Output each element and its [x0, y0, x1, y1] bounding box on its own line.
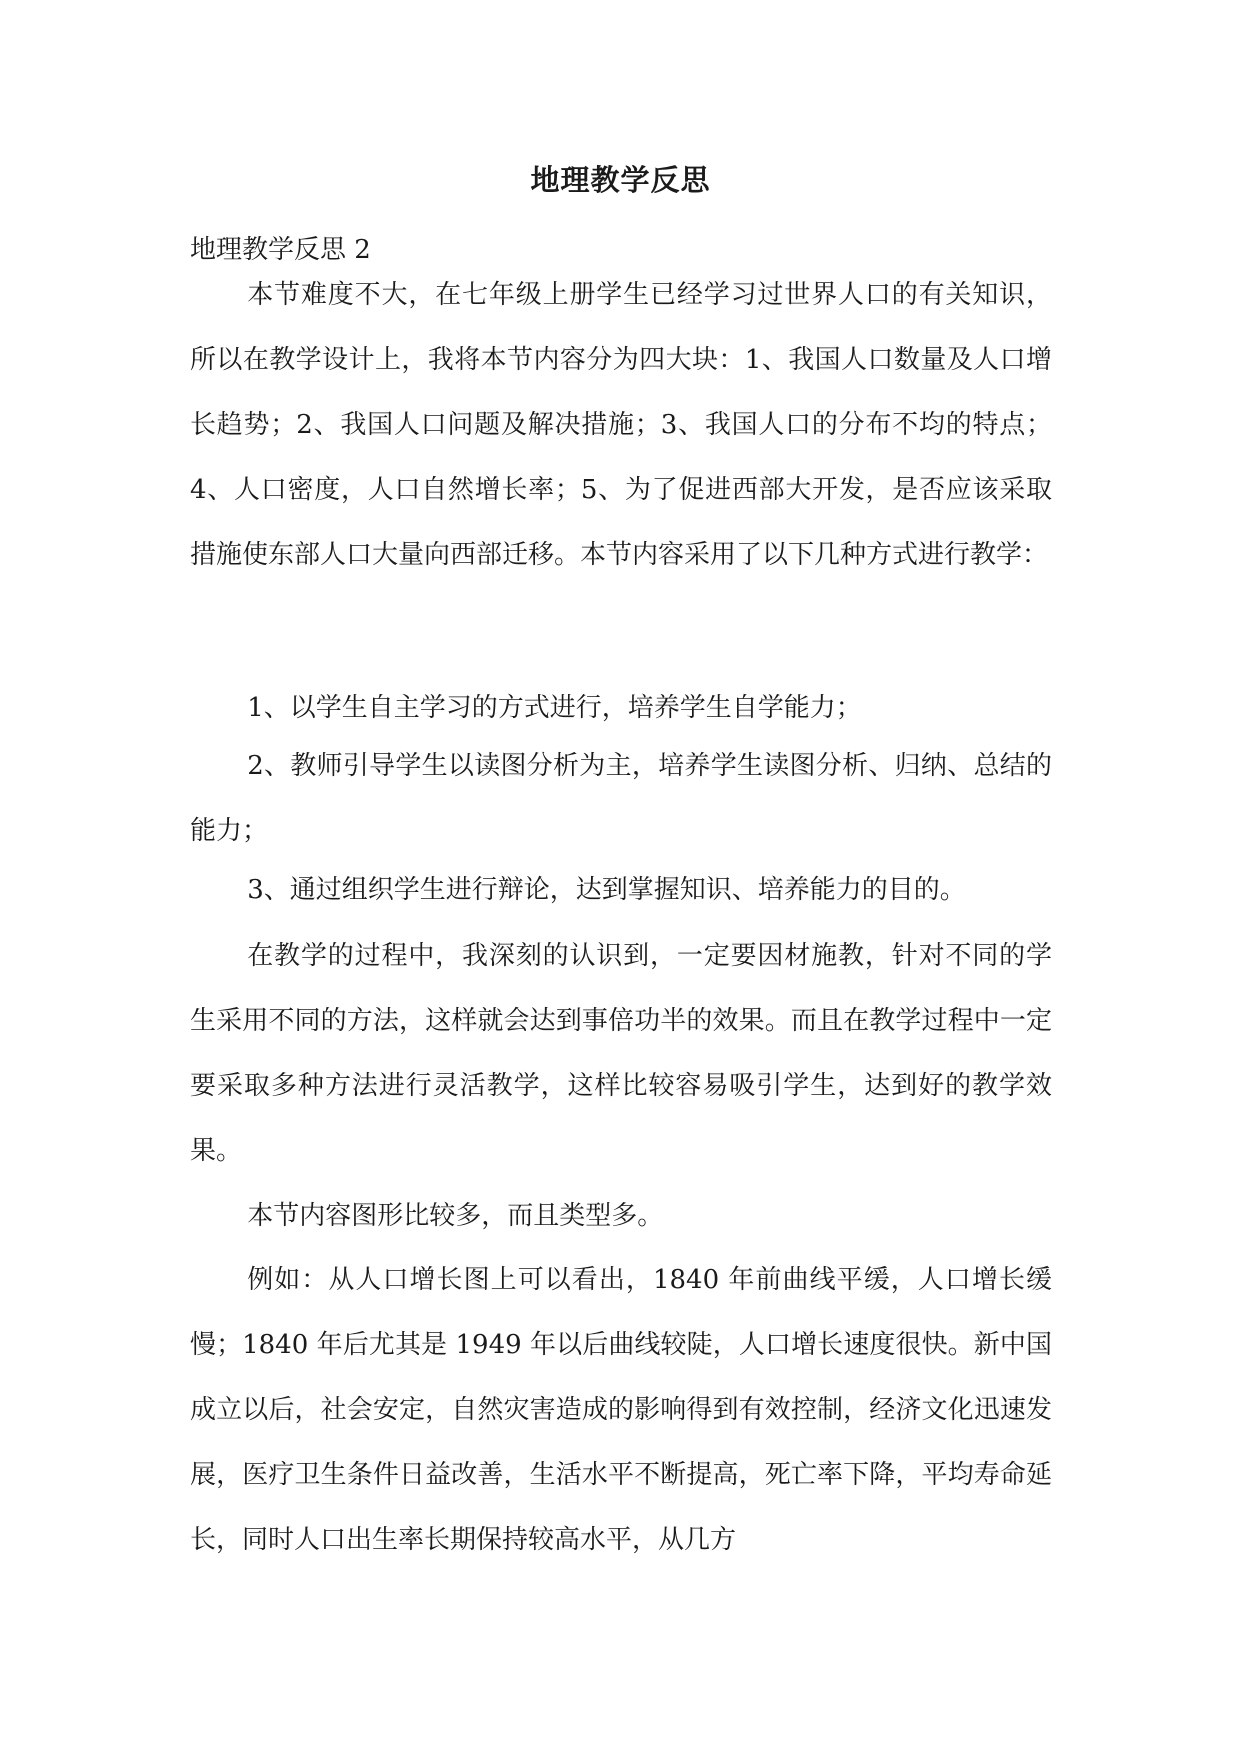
paragraph-method-3: 3、通过组织学生进行辩论，达到掌握知识、培养能力的目的。	[247, 875, 966, 905]
paragraph-method-1: 1、以学生自主学习的方式进行，培养学生自学能力；	[247, 693, 862, 723]
paragraph-intro: 本节难度不大，在七年级上册学生已经学习过世界人口的有关知识，所以在教学设计上，我将本节内容分为四大块：1、我国人口数量及人口增长趋势；2、我国人口问题及解决措施；3、我国人口的分布不均的特点；4、人口密度，人口自然增长率；5、为了促进西部大开发，是否应该采取措施使东部人口大量向西部迁移。本节内容采用了以下几种方式进行教学：	[190, 280, 1052, 570]
paragraph-example: 例如：从人口增长图上可以看出，1840 年前曲线平缓，人口增长缓慢；1840 年后尤其是 1949 年以后曲线较陡，人口增长速度很快。新中国成立以后，社会安定，自然灾害造成的影响得到有效控制，经济文化迅速发展，医疗卫生条件日益改善，生活水平不断提高，死亡率下降，平均寿命延长，同时人口出生率长期保持较高水平，从几方	[190, 1265, 1052, 1555]
paragraph-figures: 本节内容图形比较多，而且类型多。	[247, 1201, 664, 1231]
document-subtitle: 地理教学反思 2	[190, 235, 371, 265]
paragraph-method-2: 2、教师引导学生以读图分析为主，培养学生读图分析、归纳、总结的能力；	[190, 751, 1052, 846]
paragraph-reflection: 在教学的过程中，我深刻的认识到，一定要因材施教，针对不同的学生采用不同的方法，这样就会达到事倍功半的效果。而且在教学过程中一定要采取多种方法进行灵活教学，这样比较容易吸引学生，达到好的教学效果。	[190, 941, 1052, 1166]
document-title: 地理教学反思	[530, 163, 711, 197]
